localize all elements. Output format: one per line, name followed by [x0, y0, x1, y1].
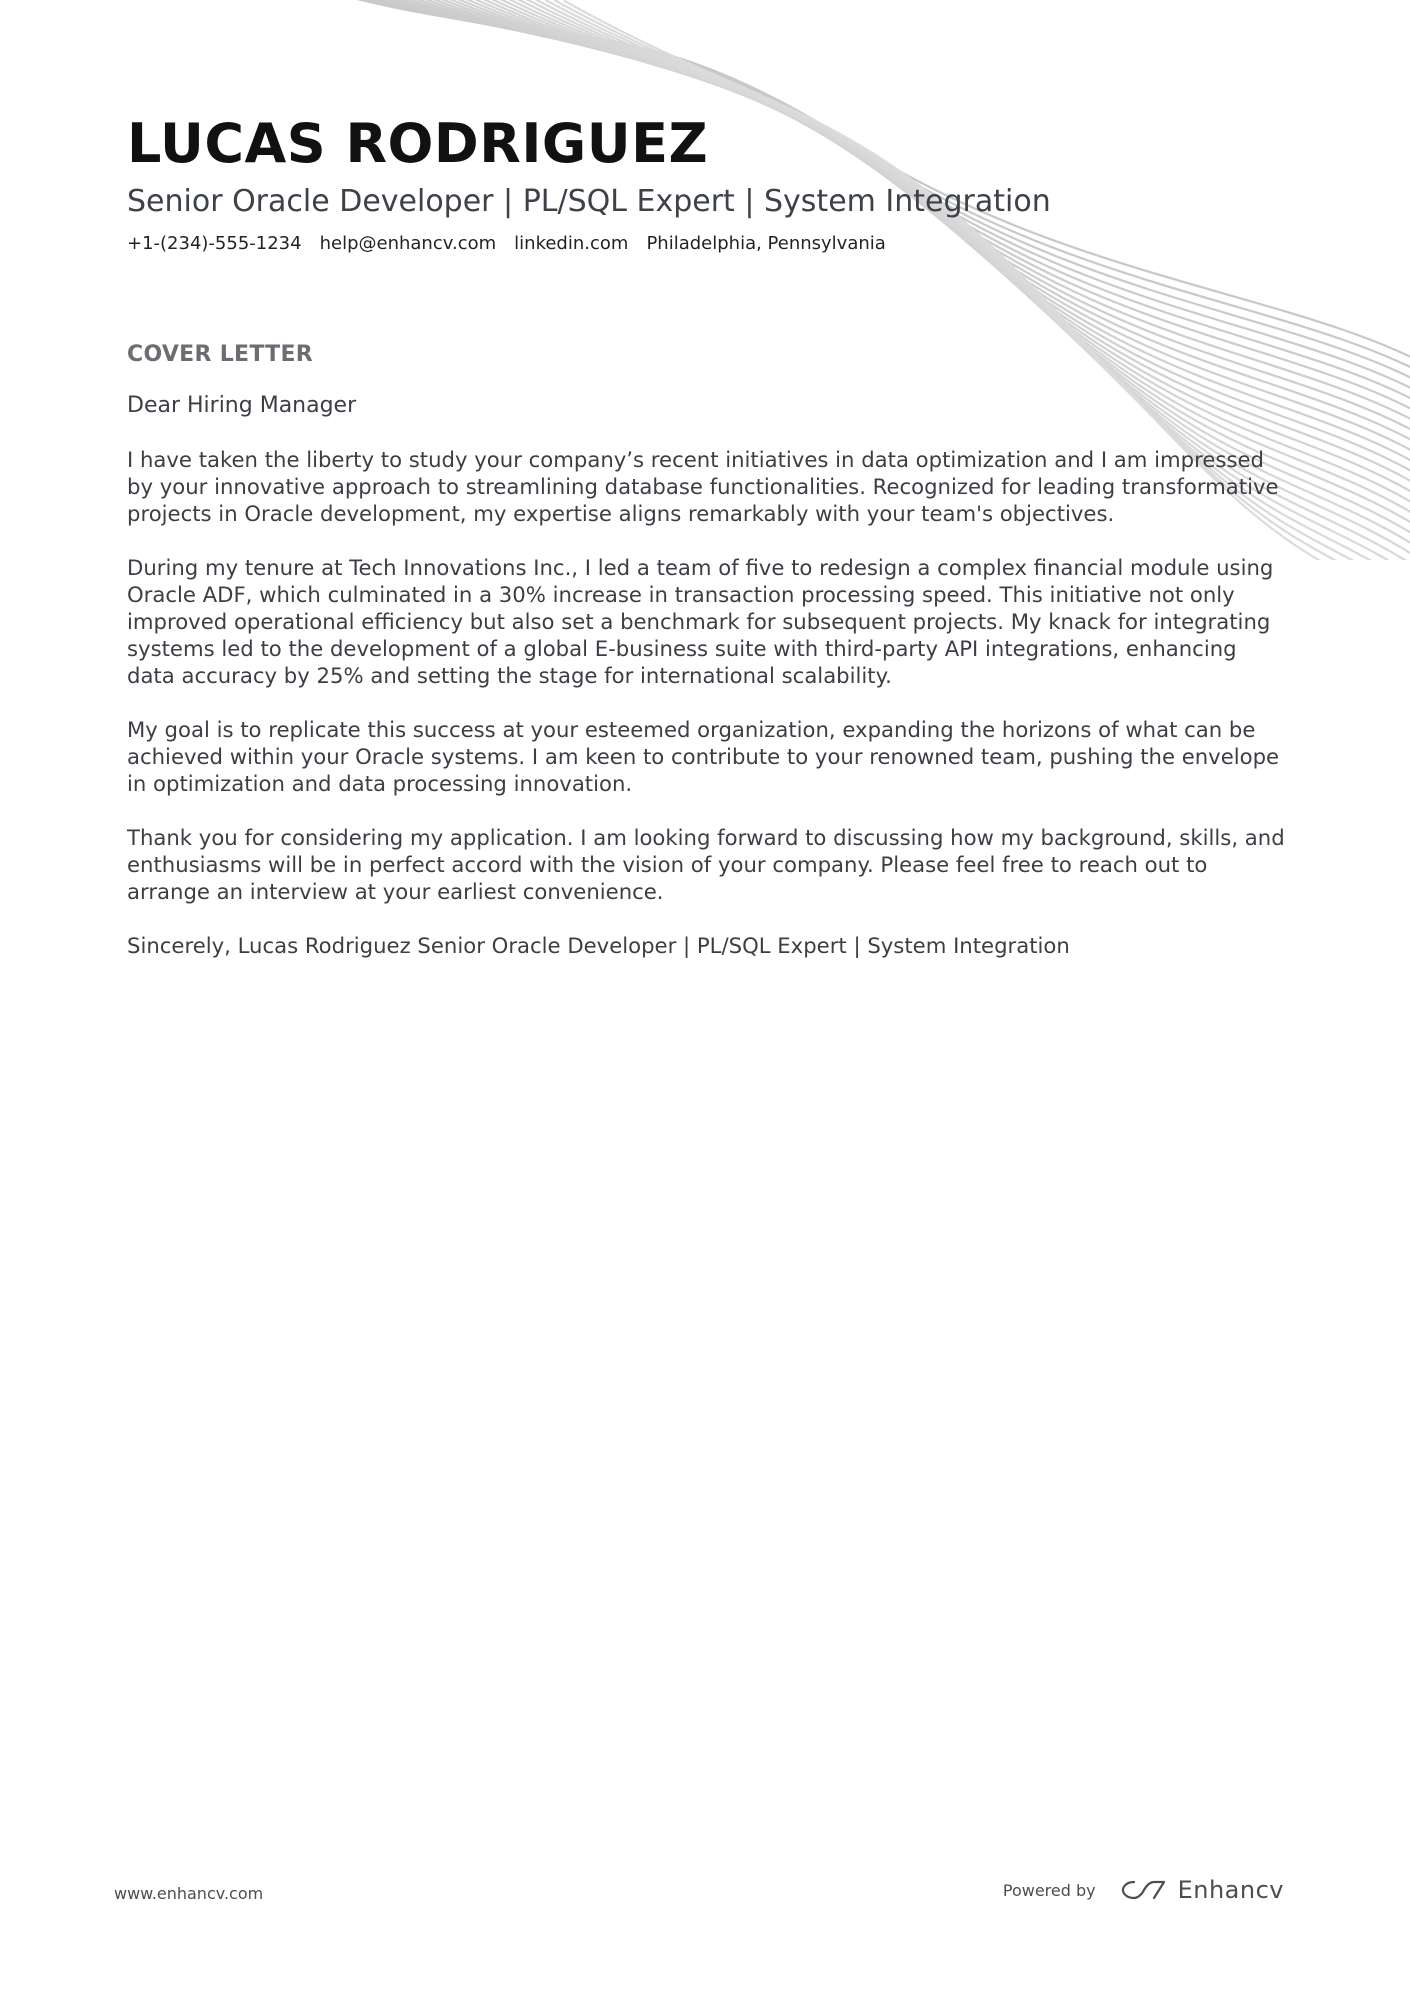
- letter-paragraph-1: I have taken the liberty to study your company’s recent initiatives in data optimization and I am impressed by your innovative approach to streamlining database functionalities. Recognized for leading transformative projects in Oracle development, my expertise aligns remarkably with your team's objectives.: [127, 447, 1279, 526]
- letter-paragraph-3: My goal is to replicate this success at your esteemed organization, expanding the horizons of what can be achieved within your Oracle systems. I am keen to contribute to your renowned team, pushing the envelope in optimization and data processing innovation.: [127, 717, 1280, 796]
- letter-paragraph-2: During my tenure at Tech Innovations Inc., I led a team of five to redesign a complex financial module using Oracle ADF, which culminated in a 30% increase in transaction processing speed. This initiative not only improved operational efficiency but also set a benchmark for subsequent projects. My knack for integrating systems led to the development of a global E-business suite with third-party API integrations, enhancing data accuracy by 25% and setting the stage for international scalability.: [127, 555, 1274, 688]
- footer-branding: [1003, 1876, 1284, 1904]
- contact-info: [127, 232, 1287, 256]
- cover-letter-page: [127, 108, 1287, 959]
- brand-logo[interactable]: [1120, 1876, 1284, 1904]
- enhancv-logo-icon: [1120, 1878, 1166, 1902]
- contact-linkedin[interactable]: linkedin.com: [514, 233, 629, 254]
- salutation: Dear Hiring Manager: [127, 393, 357, 418]
- letter-closing: Sincerely, Lucas Rodriguez Senior Oracle Developer | PL/SQL Expert | System Integration: [127, 933, 1070, 958]
- powered-by-label: Powered by: [1002, 1880, 1096, 1900]
- candidate-headline: Senior Oracle Developer | PL/SQL Expert | System Integration: [127, 184, 1051, 219]
- contact-phone[interactable]: +1-(234)-555-1234: [127, 233, 302, 254]
- letter-paragraph-4: Thank you for considering my application. I am looking forward to discussing how my background, skills, and enthusiasms will be in perfect accord with the vision of your company. Please feel free to reach out to arrange an interview at your earliest convenience.: [127, 825, 1285, 904]
- footer-website[interactable]: www.enhancv.com: [114, 1884, 264, 1903]
- candidate-name: LUCAS RODRIGUEZ: [127, 112, 709, 175]
- contact-email[interactable]: help@enhancv.com: [319, 233, 497, 254]
- contact-location: Philadelphia, Pennsylvania: [646, 233, 886, 254]
- section-title: COVER LETTER: [127, 342, 314, 367]
- brand-name: Enhancv: [1177, 1876, 1284, 1904]
